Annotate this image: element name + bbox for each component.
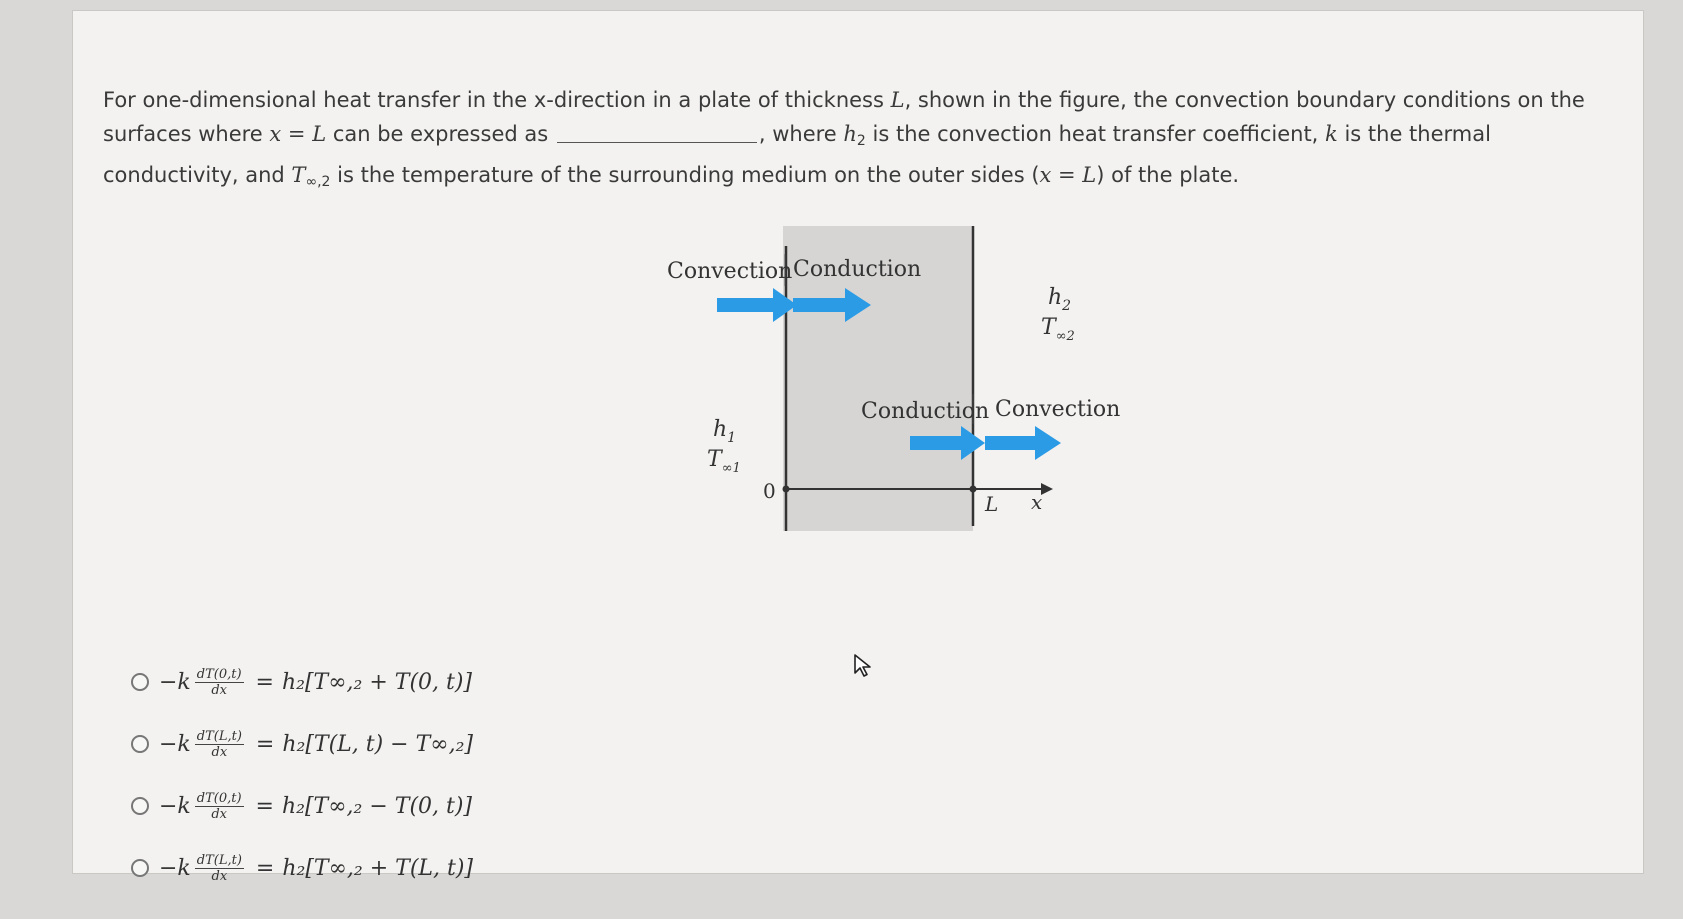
option-2[interactable] — [131, 713, 473, 775]
origin-point — [783, 486, 790, 493]
t-inf1-label: $T_{\infty 1}$ — [707, 447, 741, 476]
question-text: For one-dimensional heat transfer in the x-direction in a plate of thickness L, shown in the figure, the convection boundary conditions on the surfaces where x = L can be expressed as , where $h_2$ is the convection heat transfer coefficient, k is the thermal conductivity, and $T_{\infty,2}$ is the temperature of the surrounding medium on the outer sides (x = L) of the plate. — [103, 88, 1585, 190]
radio-button[interactable] — [131, 859, 149, 877]
convection-right-label: Convection — [995, 397, 1121, 422]
radio-button[interactable] — [131, 797, 149, 815]
x-axis-arrowhead — [1041, 483, 1053, 495]
plate-figure — [633, 226, 1193, 586]
option-3[interactable] — [131, 775, 473, 837]
answer-options — [131, 651, 473, 899]
l-point — [970, 486, 977, 493]
option-expression: −k $\frac{dT(0,t)}{dx}$ = h₂[T∞,₂ + T(0, t)] — [159, 666, 473, 698]
option-expression: −k $\frac{dT(L,t)}{dx}$ = h₂[T(L, t) − T∞,₂] — [159, 728, 474, 760]
l-axis-label: L — [985, 492, 999, 516]
x-axis-label: x — [1031, 490, 1043, 514]
h2-label: $h_2$ — [1048, 285, 1072, 314]
option-4[interactable] — [131, 837, 473, 899]
h1-label: $h_1$ — [713, 417, 737, 446]
answer-blank — [557, 122, 757, 143]
option-expression: −k $\frac{dT(L,t)}{dx}$ = h₂[T∞,₂ + T(L, t)] — [159, 852, 474, 884]
t-inf2-label: $T_{\infty 2}$ — [1041, 315, 1075, 344]
conduction-right-label: Conduction — [861, 399, 990, 424]
radio-button[interactable] — [131, 673, 149, 691]
convection-left-label: Convection — [667, 259, 793, 284]
question-card — [72, 10, 1644, 884]
mouse-pointer-icon — [853, 653, 875, 679]
option-expression: −k $\frac{dT(0,t)}{dx}$ = h₂[T∞,₂ − T(0, t)] — [159, 790, 473, 822]
option-1[interactable] — [131, 651, 473, 713]
conduction-left-label: Conduction — [793, 257, 922, 282]
origin-label: 0 — [763, 479, 776, 503]
radio-button[interactable] — [131, 735, 149, 753]
